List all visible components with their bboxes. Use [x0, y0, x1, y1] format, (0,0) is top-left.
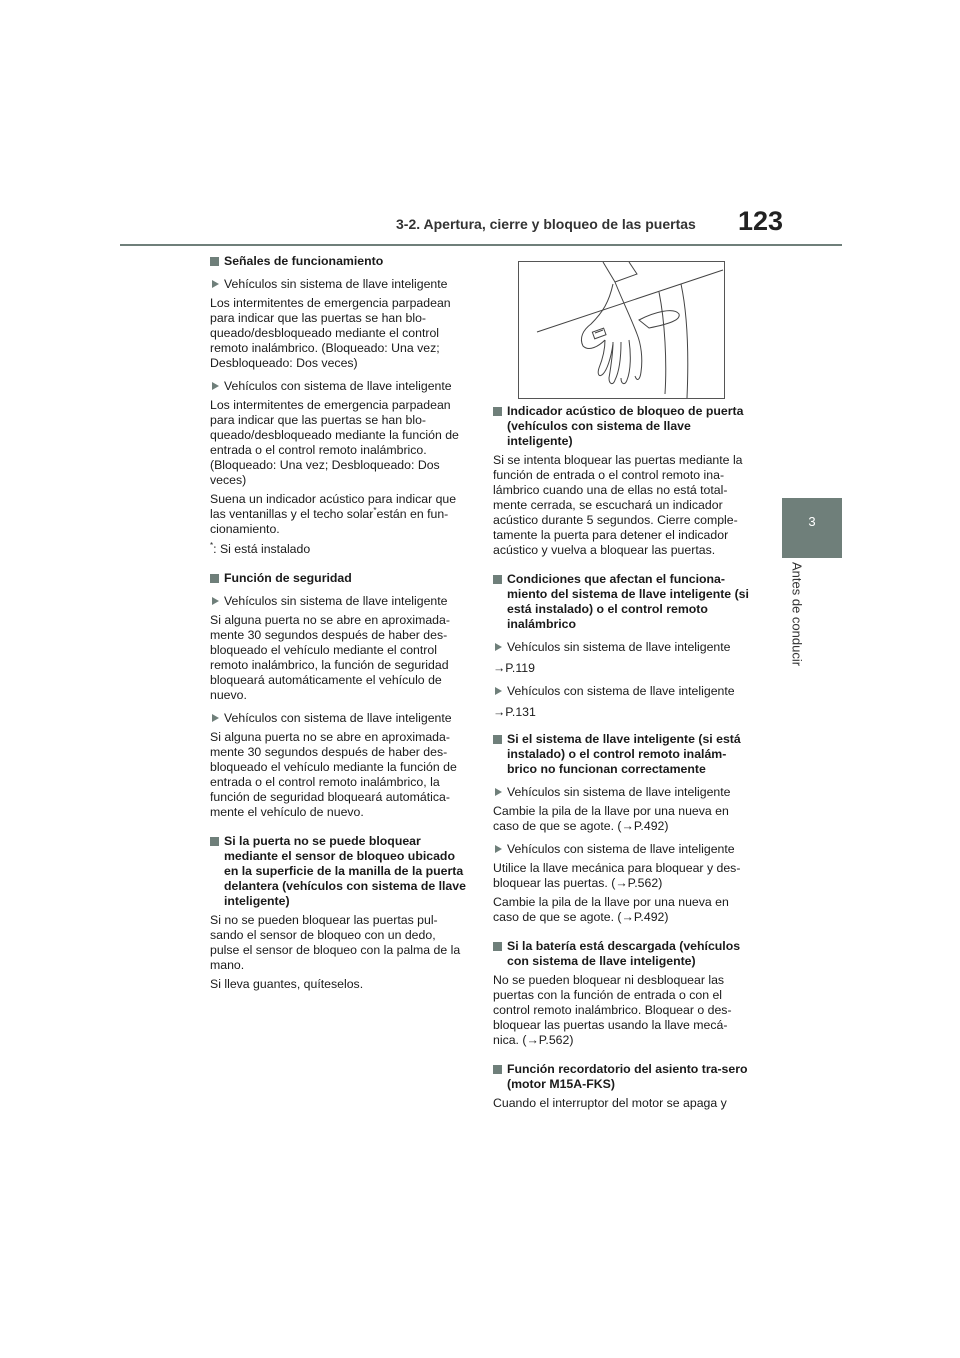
subheading-sin-llave: Vehículos sin sistema de llave inteligente: [493, 640, 751, 655]
chapter-tab: [782, 498, 842, 558]
page-reference-link[interactable]: →P.119: [493, 661, 535, 675]
footnote-text: : Si está instalado: [213, 542, 311, 556]
heading-sensor: Si la puerta no se puede bloquear mediante el sensor de bloqueo ubicado en la superficie de la manilla de la puerta delantera (vehículos con sistema de llave inteligente): [210, 834, 468, 909]
page-number: 123: [738, 206, 784, 236]
right-column: [493, 398, 751, 1111]
paragraph: Cambie la pila de la llave por una nueva en caso de que se agote. (→P.492): [493, 895, 729, 924]
text-run: Suena un indicador acústico para indicar que las ventanillas y el techo solar: [210, 492, 457, 521]
section-title: 3-2. Apertura, cierre y bloqueo de las puertas: [396, 216, 696, 232]
subheading-con-llave: Vehículos con sistema de llave inteligente: [493, 684, 751, 699]
chapter-label: [782, 562, 812, 682]
hand-illustration-icon: [519, 262, 724, 398]
paragraph: Cambie la pila de la llave por una nueva en caso de que se agote. (→P.492): [493, 804, 729, 833]
heading-senales: Señales de funcionamiento: [210, 254, 468, 269]
paragraph: No se pueden bloquear ni desbloquear las puertas con la función de entrada o con el control remoto inalámbrico. Bloquear o des-bloquear las puertas usando la llave mecá-nica. (→P.562): [493, 973, 732, 1047]
heading-bateria: Si la batería está descargada (vehículos con sistema de llave inteligente): [493, 939, 751, 969]
paragraph: Cuando el interruptor del motor se apaga y: [493, 1096, 727, 1110]
page-reference-link[interactable]: →P.131: [493, 705, 536, 719]
paragraph: Los intermitentes de emergencia parpadean para indicar que las puertas se han blo-queado/desbloqueado mediante el control remoto inalámbrico. (Bloqueado: Una vez; Desbloqueado: Dos veces): [210, 296, 451, 370]
paragraph-acoustic: [210, 492, 468, 537]
chapter-number: 3: [808, 514, 816, 529]
text-run: están en fun-cionamiento.: [210, 507, 449, 536]
heading-no-funcionan: Si el sistema de llave inteligente (si está instalado) o el control remoto inalám-brico no funcionan correctamente: [493, 732, 751, 777]
paragraph: Los intermitentes de emergencia parpadean para indicar que las puertas se han blo-queado/desbloqueado mediante la función de entrada o el control remoto inalámbrico. (Bloqueado: Una vez; Desbloqueado: Dos veces): [210, 398, 459, 487]
subheading-con-llave: Vehículos con sistema de llave inteligente: [493, 842, 751, 857]
paragraph: Si lleva guantes, quíteselos.: [210, 977, 364, 991]
chapter-label-text: Antes de conducir: [789, 562, 805, 667]
subheading-sin-llave: Vehículos sin sistema de llave inteligente: [493, 785, 751, 800]
subheading-sin-llave: Vehículos sin sistema de llave inteligente: [210, 277, 468, 292]
heading-condiciones: Condiciones que afectan el funciona-miento del sistema de llave inteligente (si está instalado) o el control remoto inalámbrico: [493, 572, 751, 632]
left-column: [210, 254, 468, 992]
heading-indicador-acustico: Indicador acústico de bloqueo de puerta (vehículos con sistema de llave inteligente): [493, 404, 751, 449]
footnote: [210, 542, 468, 557]
paragraph: Si alguna puerta no se abre en aproximada-mente 30 segundos después de haber des-bloqueado el vehículo mediante el control remoto inalámbrico, la función de seguridad bloqueará automáticamente el vehículo de nuevo.: [210, 613, 450, 702]
paragraph: Si se intenta bloquear las puertas mediante la función de entrada o el control remoto ina-lámbrico cuando una de ellas no está total-mente cerrada, se escuchará un indicador acústico durante 5 segundos. Cierre comple-tamente la puerta para detener el indicador acústico y vuelva a bloquear las puertas.: [493, 453, 743, 557]
subheading-con-llave: Vehículos con sistema de llave inteligente: [210, 379, 468, 394]
subheading-con-llave: Vehículos con sistema de llave inteligente: [210, 711, 468, 726]
heading-seguridad: Función de seguridad: [210, 571, 468, 586]
heading-recordatorio: Función recordatorio del asiento tra-sero (motor M15A-FKS): [493, 1062, 751, 1092]
footnote-mark: *: [210, 540, 214, 550]
paragraph: Si alguna puerta no se abre en aproximada-mente 30 segundos después de haber des-bloqueado el vehículo mediante la función de entrada o el control remoto inalámbrico, la función de seguridad bloqueará automática-mente el vehículo de nuevo.: [210, 730, 457, 819]
paragraph: Utilice la llave mecánica para bloquear y des-bloquear las puertas. (→P.562): [493, 861, 741, 890]
header-divider: [120, 244, 842, 246]
subheading-sin-llave: Vehículos sin sistema de llave inteligente: [210, 594, 468, 609]
hand-on-handle-illustration: [518, 261, 725, 399]
paragraph: Si no se pueden bloquear las puertas pul-sando el sensor de bloqueo con un dedo, pulse el sensor de bloqueo con la palma de la mano.: [210, 913, 461, 972]
footnote-mark: *: [373, 505, 377, 515]
